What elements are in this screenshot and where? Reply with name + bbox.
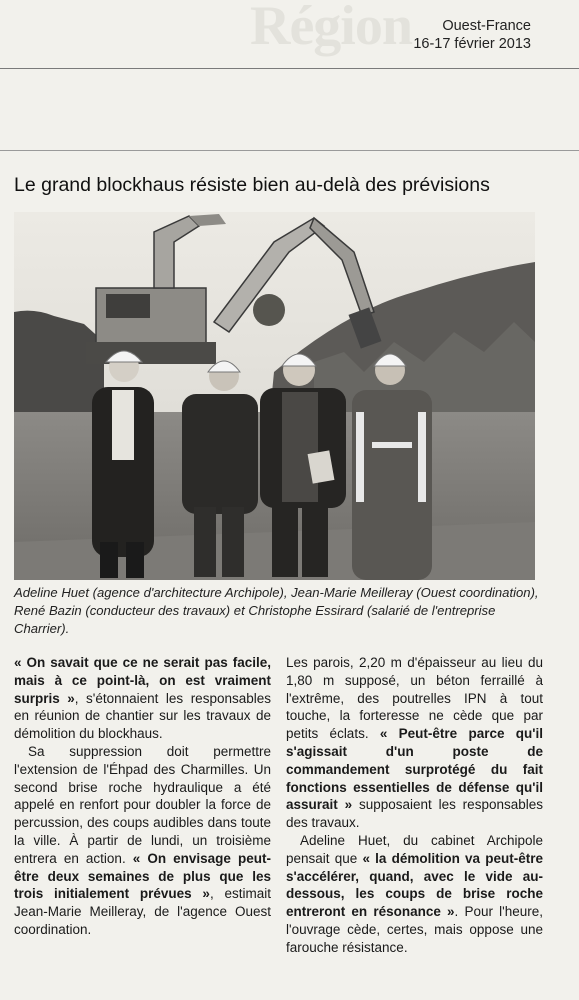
publication-date: 16-17 février 2013 <box>413 36 531 52</box>
top-divider <box>0 68 579 69</box>
article-headline: Le grand blockhaus résiste bien au-delà des prévisions <box>14 174 490 196</box>
photo-caption: Adeline Huet (agence d'architecture Archipole), Jean-Marie Meilleray (Ouest coordination), René Bazin (conducteur des travaux) et Christophe Essirard (salarié de l'entreprise Charrier). <box>14 585 539 637</box>
paragraph-3: Les parois, 2,20 m d'épaisseur au lieu du 1,80 m supposé, un béton ferraillé à l'extrême, des poutrelles IPN à tout touche, la forteresse ne cède que par petits éclats. « Peut-être parce qu'il s'agissait d'un poste de commandement surprotégé du fait fonctions essentielles de défense qu'il assurait » supposaient les responsables des travaux. <box>286 655 543 831</box>
publication-name: Ouest-France <box>442 18 531 34</box>
source-block <box>413 17 531 53</box>
section-masthead-ghost: Région <box>250 0 412 57</box>
article-photo <box>14 212 535 580</box>
quote-4: « la démolition va peut-être s'accélérer, quand, avec le vide au-dessous, les coups de brise roche entreront en résonance » <box>286 850 544 920</box>
paragraph-2: Sa suppression doit permettre l'extension de l'Éhpad des Charmilles. Un second brise roche hydraulique a été appelé en renfort pour doubler la force de percussion, des coups audibles dans toute la ville. À partir de lundi, un troisième entrera en action. « On envisage peut-être deux semaines de plus que les trois initialement prévues », estimait Jean-Marie Meilleray, de l'agence Ouest coordination. <box>14 743 271 937</box>
quote-1: « On savait que ce ne serait pas facile, mais à ce point-là, on est vraiment surpris » <box>14 655 271 706</box>
paragraph-4: Adeline Huet, du cabinet Archipole pensait que « la démolition va peut-être s'accélérer, quand, avec le vide au-dessous, les coups de brise roche entreront en résonance ». Pour l'heure, l'ouvrage cède, certes, mais oppose une farouche résistance. <box>286 832 544 955</box>
article-divider <box>0 150 579 151</box>
article-column-right <box>286 654 543 957</box>
quote-3: « Peut-être parce qu'il s'agissait d'un poste de commandement surprotégé du fait fonctions essentielles de défense qu'il assurait » <box>286 726 543 813</box>
article-column-left <box>14 654 271 939</box>
paragraph-1: « On savait que ce ne serait pas facile, mais à ce point-là, on est vraiment surpris », s'étonnaient les responsables en réunion de chantier sur les travaux de démolition du blockhaus. <box>14 655 271 742</box>
quote-2: « On envisage peut-être deux semaines de plus que les trois initialement prévues » <box>14 850 271 902</box>
